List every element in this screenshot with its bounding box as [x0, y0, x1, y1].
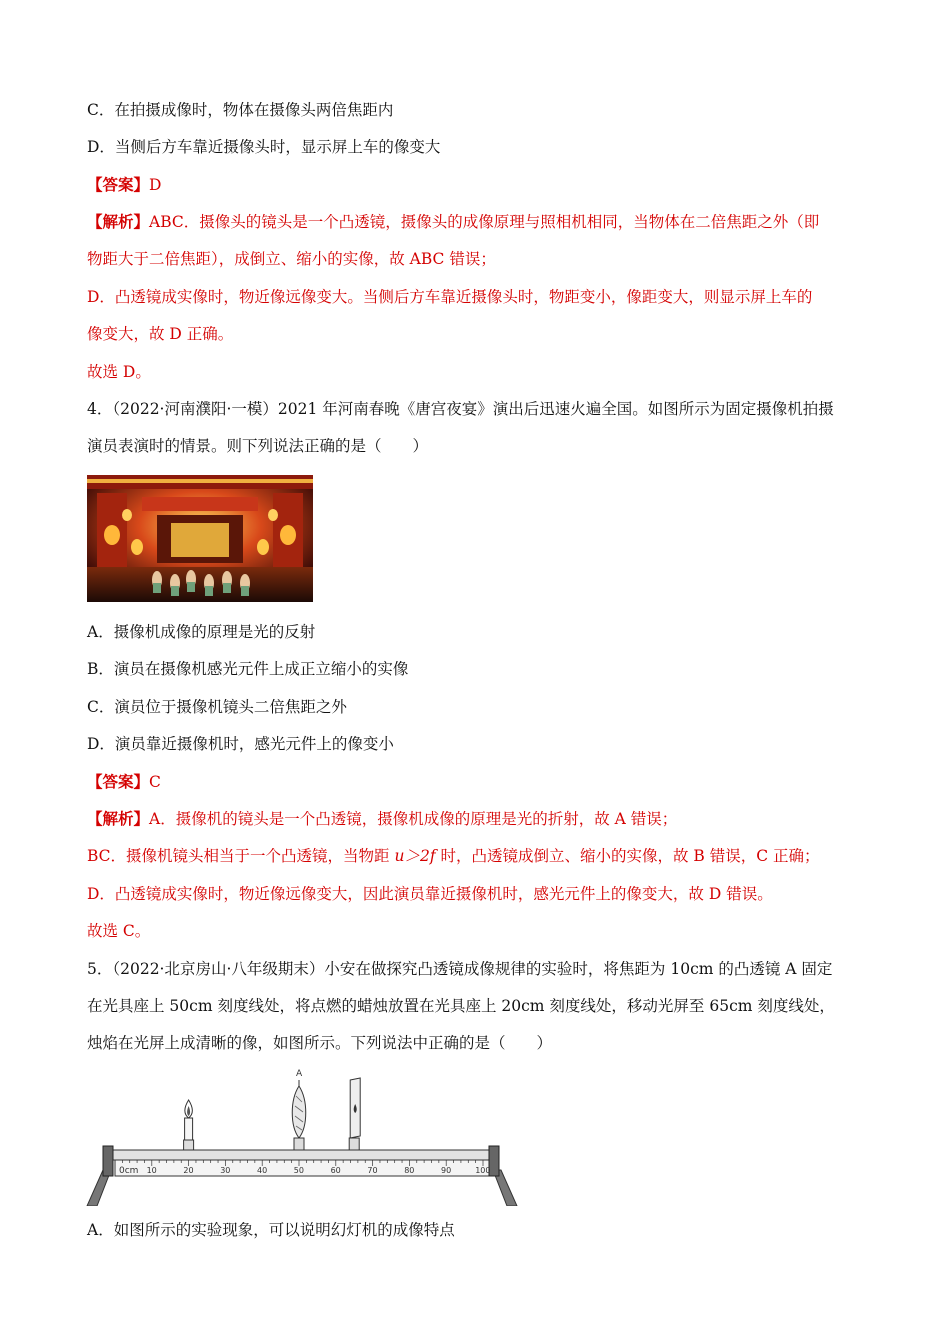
- answer-label: 【答案】: [87, 772, 150, 791]
- answer-value: C: [149, 773, 161, 791]
- q5-option-a: A．如图所示的实验现象，可以说明幻灯机的成像特点: [87, 1221, 455, 1239]
- q5-stem-line3: 烛焰在光屏上成清晰的像，如图所示。下列说法中正确的是（ ）: [87, 1034, 553, 1052]
- q4-answer: [87, 772, 161, 792]
- ruler-tick-label: 90: [441, 1166, 452, 1175]
- q4-analysis-line3: D．凸透镜成实像时，物近像远像变大，因此演员靠近摄像机时，感光元件上的像变大，故 D 错误。: [87, 885, 773, 903]
- q4-option-d: D．演员靠近摄像机时，感光元件上的像变小: [87, 735, 394, 753]
- q4-option-c: C．演员位于摄像机镜头二倍焦距之外: [87, 698, 347, 716]
- answer-value: D: [149, 176, 162, 194]
- analysis-text: ABC．摄像头的镜头是一个凸透镜，摄像头的成像原理与照相机相同，当物体在二倍焦距之外（即: [149, 213, 820, 231]
- lens-body: [292, 1086, 306, 1138]
- q3-option-c: C．在拍摄成像时，物体在摄像头两倍焦距内: [87, 101, 394, 119]
- q3-analysis-line1: [87, 212, 819, 232]
- q4-conclusion: 故选 C。: [87, 922, 151, 940]
- q4-stem-line2: 演员表演时的情景。则下列说法正确的是（ ）: [87, 437, 429, 455]
- screen-holder: [349, 1138, 359, 1150]
- optical-bench-svg: [85, 1066, 520, 1206]
- q3-option-d: D．当侧后方车靠近摄像头时，显示屏上车的像变大: [87, 138, 441, 156]
- analysis-text: BC．摄像机镜头相当于一个凸透镜，当物距: [87, 847, 395, 865]
- candle-holder: [184, 1140, 194, 1150]
- analysis-label: 【解析】: [87, 212, 150, 231]
- stage-photo-illustration: [87, 475, 313, 602]
- answer-label: 【答案】: [87, 175, 150, 194]
- q3-answer: [87, 175, 161, 195]
- ruler-tick-label: 60: [330, 1166, 341, 1175]
- light-screen: [349, 1078, 360, 1150]
- bench-left-end: [103, 1146, 113, 1176]
- lens-label: A: [296, 1069, 303, 1079]
- optical-bench-figure: [85, 1066, 520, 1206]
- candle-body: [185, 1118, 193, 1140]
- q3-analysis-line2: 物距大于二倍焦距），成倒立、缩小的实像，故 ABC 错误；: [87, 250, 496, 268]
- candle: [184, 1100, 194, 1150]
- q4-option-b: B．演员在摄像机感光元件上成正立缩小的实像: [87, 660, 409, 678]
- analysis-label: 【解析】: [87, 809, 150, 828]
- stage-photo: [87, 475, 313, 602]
- q4-option-a: A．摄像机成像的原理是光的反射: [87, 623, 316, 641]
- q5-stem-line1: 5．（2022·北京房山·八年级期末）小安在做探究凸透镜成像规律的实验时，将焦距为 10cm 的凸透镜 A 固定: [87, 960, 833, 978]
- analysis-text: 时，凸透镜成倒立、缩小的实像，故 B 错误，C 正确；: [435, 847, 820, 865]
- q3-analysis-line3: D．凸透镜成实像时，物近像远像变大。当侧后方车靠近摄像头时，物距变小，像距变大，则显示屏上车的: [87, 288, 813, 306]
- ruler-tick-label: 50: [293, 1166, 304, 1175]
- analysis-text: A．摄像机的镜头是一个凸透镜，摄像机成像的原理是光的折射，故 A 错误；: [149, 810, 678, 828]
- convex-lens: [292, 1069, 306, 1150]
- ruler-tick-label: 10: [146, 1166, 157, 1175]
- q4-analysis-line1: [87, 809, 677, 829]
- math-inequality: u＞2f: [394, 847, 436, 865]
- q4-stem-line1: 4．（2022·河南濮阳·一模）2021 年河南春晚《唐宫夜宴》演出后迅速火遍全国。如图所示为固定摄像机拍摄: [87, 400, 834, 418]
- ruler-tick-label: 30: [220, 1166, 231, 1175]
- ruler-tick-label: 40: [257, 1166, 268, 1175]
- q3-analysis-line4: 像变大，故 D 正确。: [87, 325, 234, 343]
- q5-stem-line2: 在光具座上 50cm 刻度线处，将点燃的蜡烛放置在光具座上 20cm 刻度线处，移动光屏至 65cm 刻度线处，: [87, 997, 835, 1015]
- ruler-unit-label: 0cm: [119, 1166, 139, 1176]
- q4-analysis-line2: [87, 846, 820, 866]
- bench-right-end: [489, 1146, 499, 1176]
- q3-conclusion: 故选 D。: [87, 363, 151, 381]
- lens-holder: [294, 1138, 304, 1150]
- ruler-tick-label: 70: [367, 1166, 378, 1175]
- ruler-tick-label: 100: [475, 1166, 491, 1175]
- ruler-tick-label: 20: [183, 1166, 194, 1175]
- ruler-tick-label: 80: [404, 1166, 415, 1175]
- bench-rail: [111, 1150, 492, 1160]
